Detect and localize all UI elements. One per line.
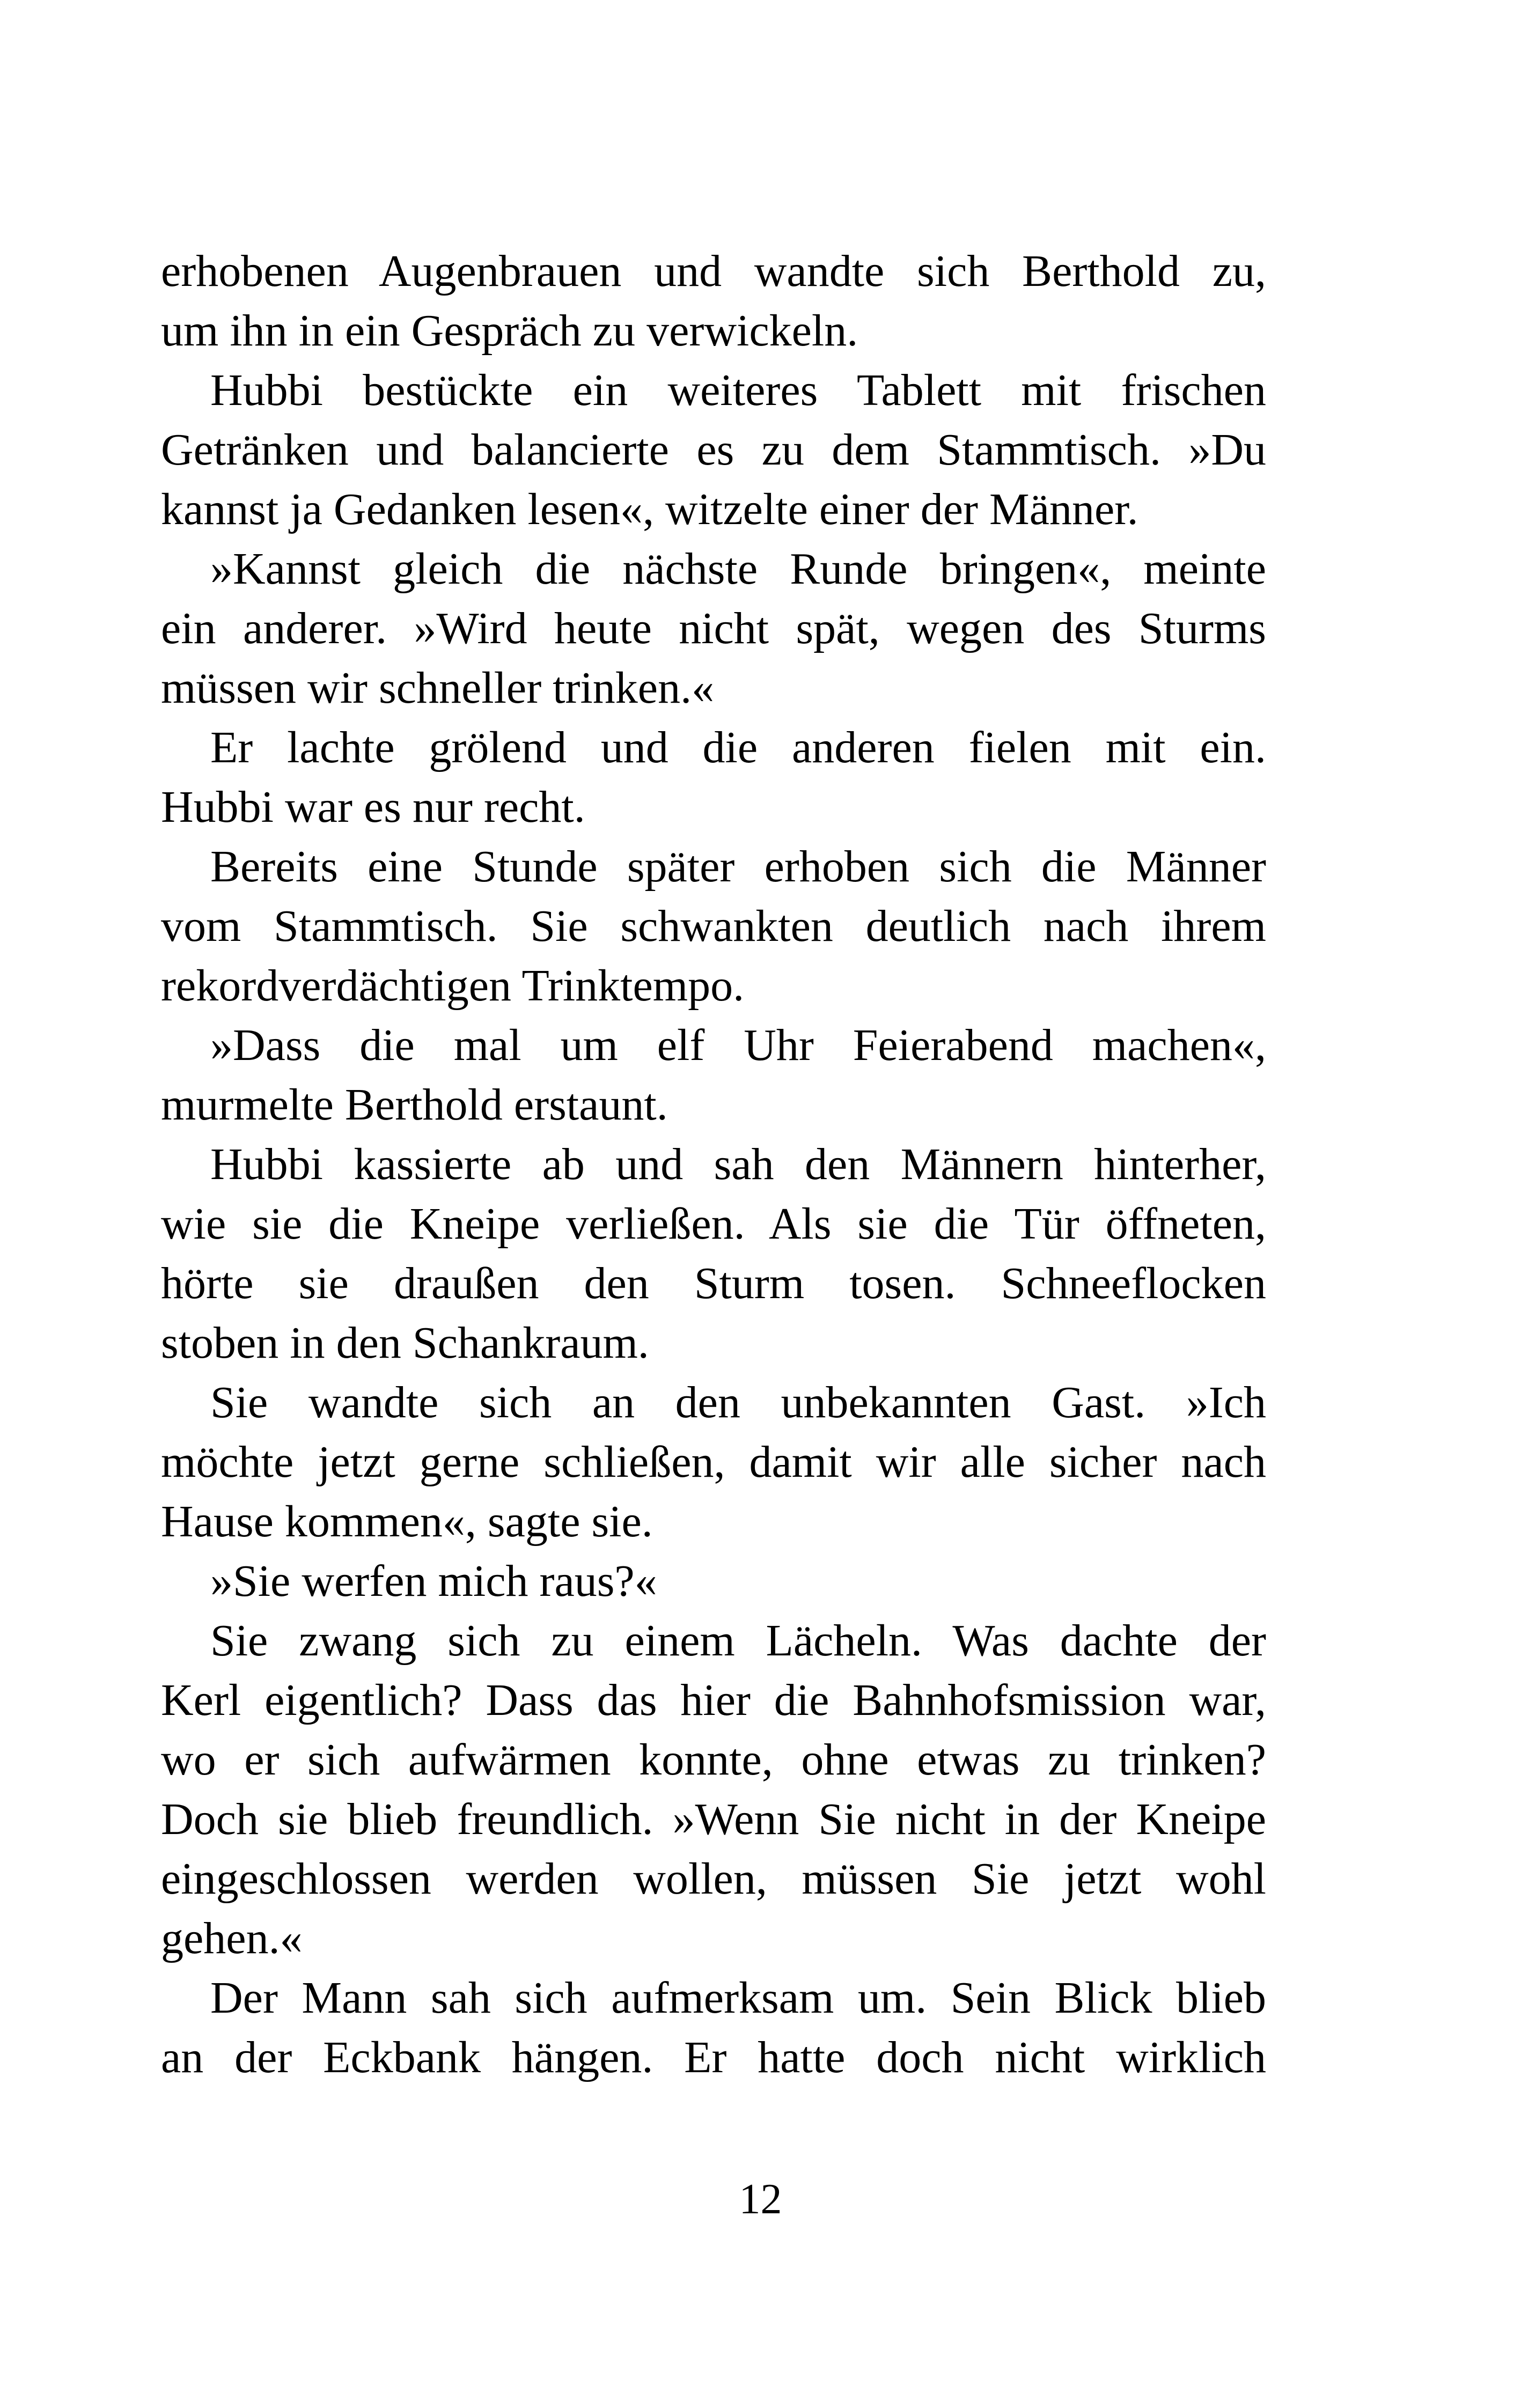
paragraph (161, 539, 1266, 718)
text-line: vom Stammtisch. Sie schwankten deutlich nach ihrem (161, 901, 1266, 951)
page-number: 12 (739, 2176, 782, 2223)
body-text (161, 241, 1266, 2087)
text-line: murmelte Berthold erstaunt. (161, 1080, 668, 1130)
text-line: »Kannst gleich die nächste Runde bringen«, meinte (210, 544, 1266, 594)
paragraph (161, 1015, 1266, 1135)
paragraph (161, 718, 1266, 837)
text-line: Kerl eigentlich? Dass das hier die Bahnhofsmission war, (161, 1675, 1266, 1725)
text-line: Der Mann sah sich aufmerksam um. Sein Blick blieb (210, 1973, 1266, 2023)
paragraph (161, 360, 1266, 539)
text-line: »Dass die mal um elf Uhr Feierabend machen«, (210, 1020, 1266, 1070)
text-line: gehen.« (161, 1913, 303, 1963)
text-line: hörte sie draußen den Sturm tosen. Schneeflocken (161, 1258, 1266, 1308)
text-line: Sie wandte sich an den unbekannten Gast. »Ich (210, 1378, 1266, 1427)
text-line: um ihn in ein Gespräch zu verwickeln. (161, 306, 858, 356)
text-line: Hubbi bestückte ein weiteres Tablett mit frischen (210, 365, 1266, 415)
text-line: wo er sich aufwärmen konnte, ohne etwas zu trinken? (161, 1735, 1266, 1785)
paragraph (161, 1373, 1266, 1551)
paragraph (161, 1551, 1266, 1611)
text-line: möchte jetzt gerne schließen, damit wir alle sicher nach (161, 1437, 1266, 1487)
text-line: Sie zwang sich zu einem Lächeln. Was dachte der (210, 1616, 1266, 1666)
text-line: Hubbi war es nur recht. (161, 782, 585, 832)
text-line: wie sie die Kneipe verließen. Als sie die Tür öffneten, (161, 1199, 1266, 1249)
text-line: eingeschlossen werden wollen, müssen Sie jetzt wohl (161, 1854, 1266, 1904)
text-line: erhobenen Augenbrauen und wandte sich Berthold zu, (161, 246, 1266, 296)
paragraph (161, 837, 1266, 1015)
text-line: Hause kommen«, sagte sie. (161, 1497, 653, 1547)
text-line: rekordverdächtigen Trinktempo. (161, 961, 745, 1011)
text-line: »Sie werfen mich raus?« (210, 1556, 657, 1606)
paragraph (161, 1611, 1266, 1968)
text-line: stoben in den Schankraum. (161, 1318, 649, 1368)
text-line: kannst ja Gedanken lesen«, witzelte einer der Männer. (161, 484, 1138, 534)
text-line: Getränken und balancierte es zu dem Stammtisch. »Du (161, 425, 1266, 475)
text-line: an der Eckbank hängen. Er hatte doch nicht wirklich (161, 2033, 1266, 2082)
paragraph (161, 1135, 1266, 1373)
text-line: ein anderer. »Wird heute nicht spät, wegen des Sturms (161, 603, 1266, 653)
text-line: Er lachte grölend und die anderen fielen mit ein. (210, 723, 1266, 772)
text-line: Doch sie blieb freundlich. »Wenn Sie nicht in der Kneipe (161, 1794, 1266, 1844)
text-line: müssen wir schneller trinken.« (161, 663, 715, 713)
paragraph (161, 1968, 1266, 2087)
paragraph (161, 241, 1266, 360)
text-line: Hubbi kassierte ab und sah den Männern hinterher, (210, 1139, 1266, 1189)
text-line: Bereits eine Stunde später erhoben sich die Männer (210, 842, 1266, 892)
